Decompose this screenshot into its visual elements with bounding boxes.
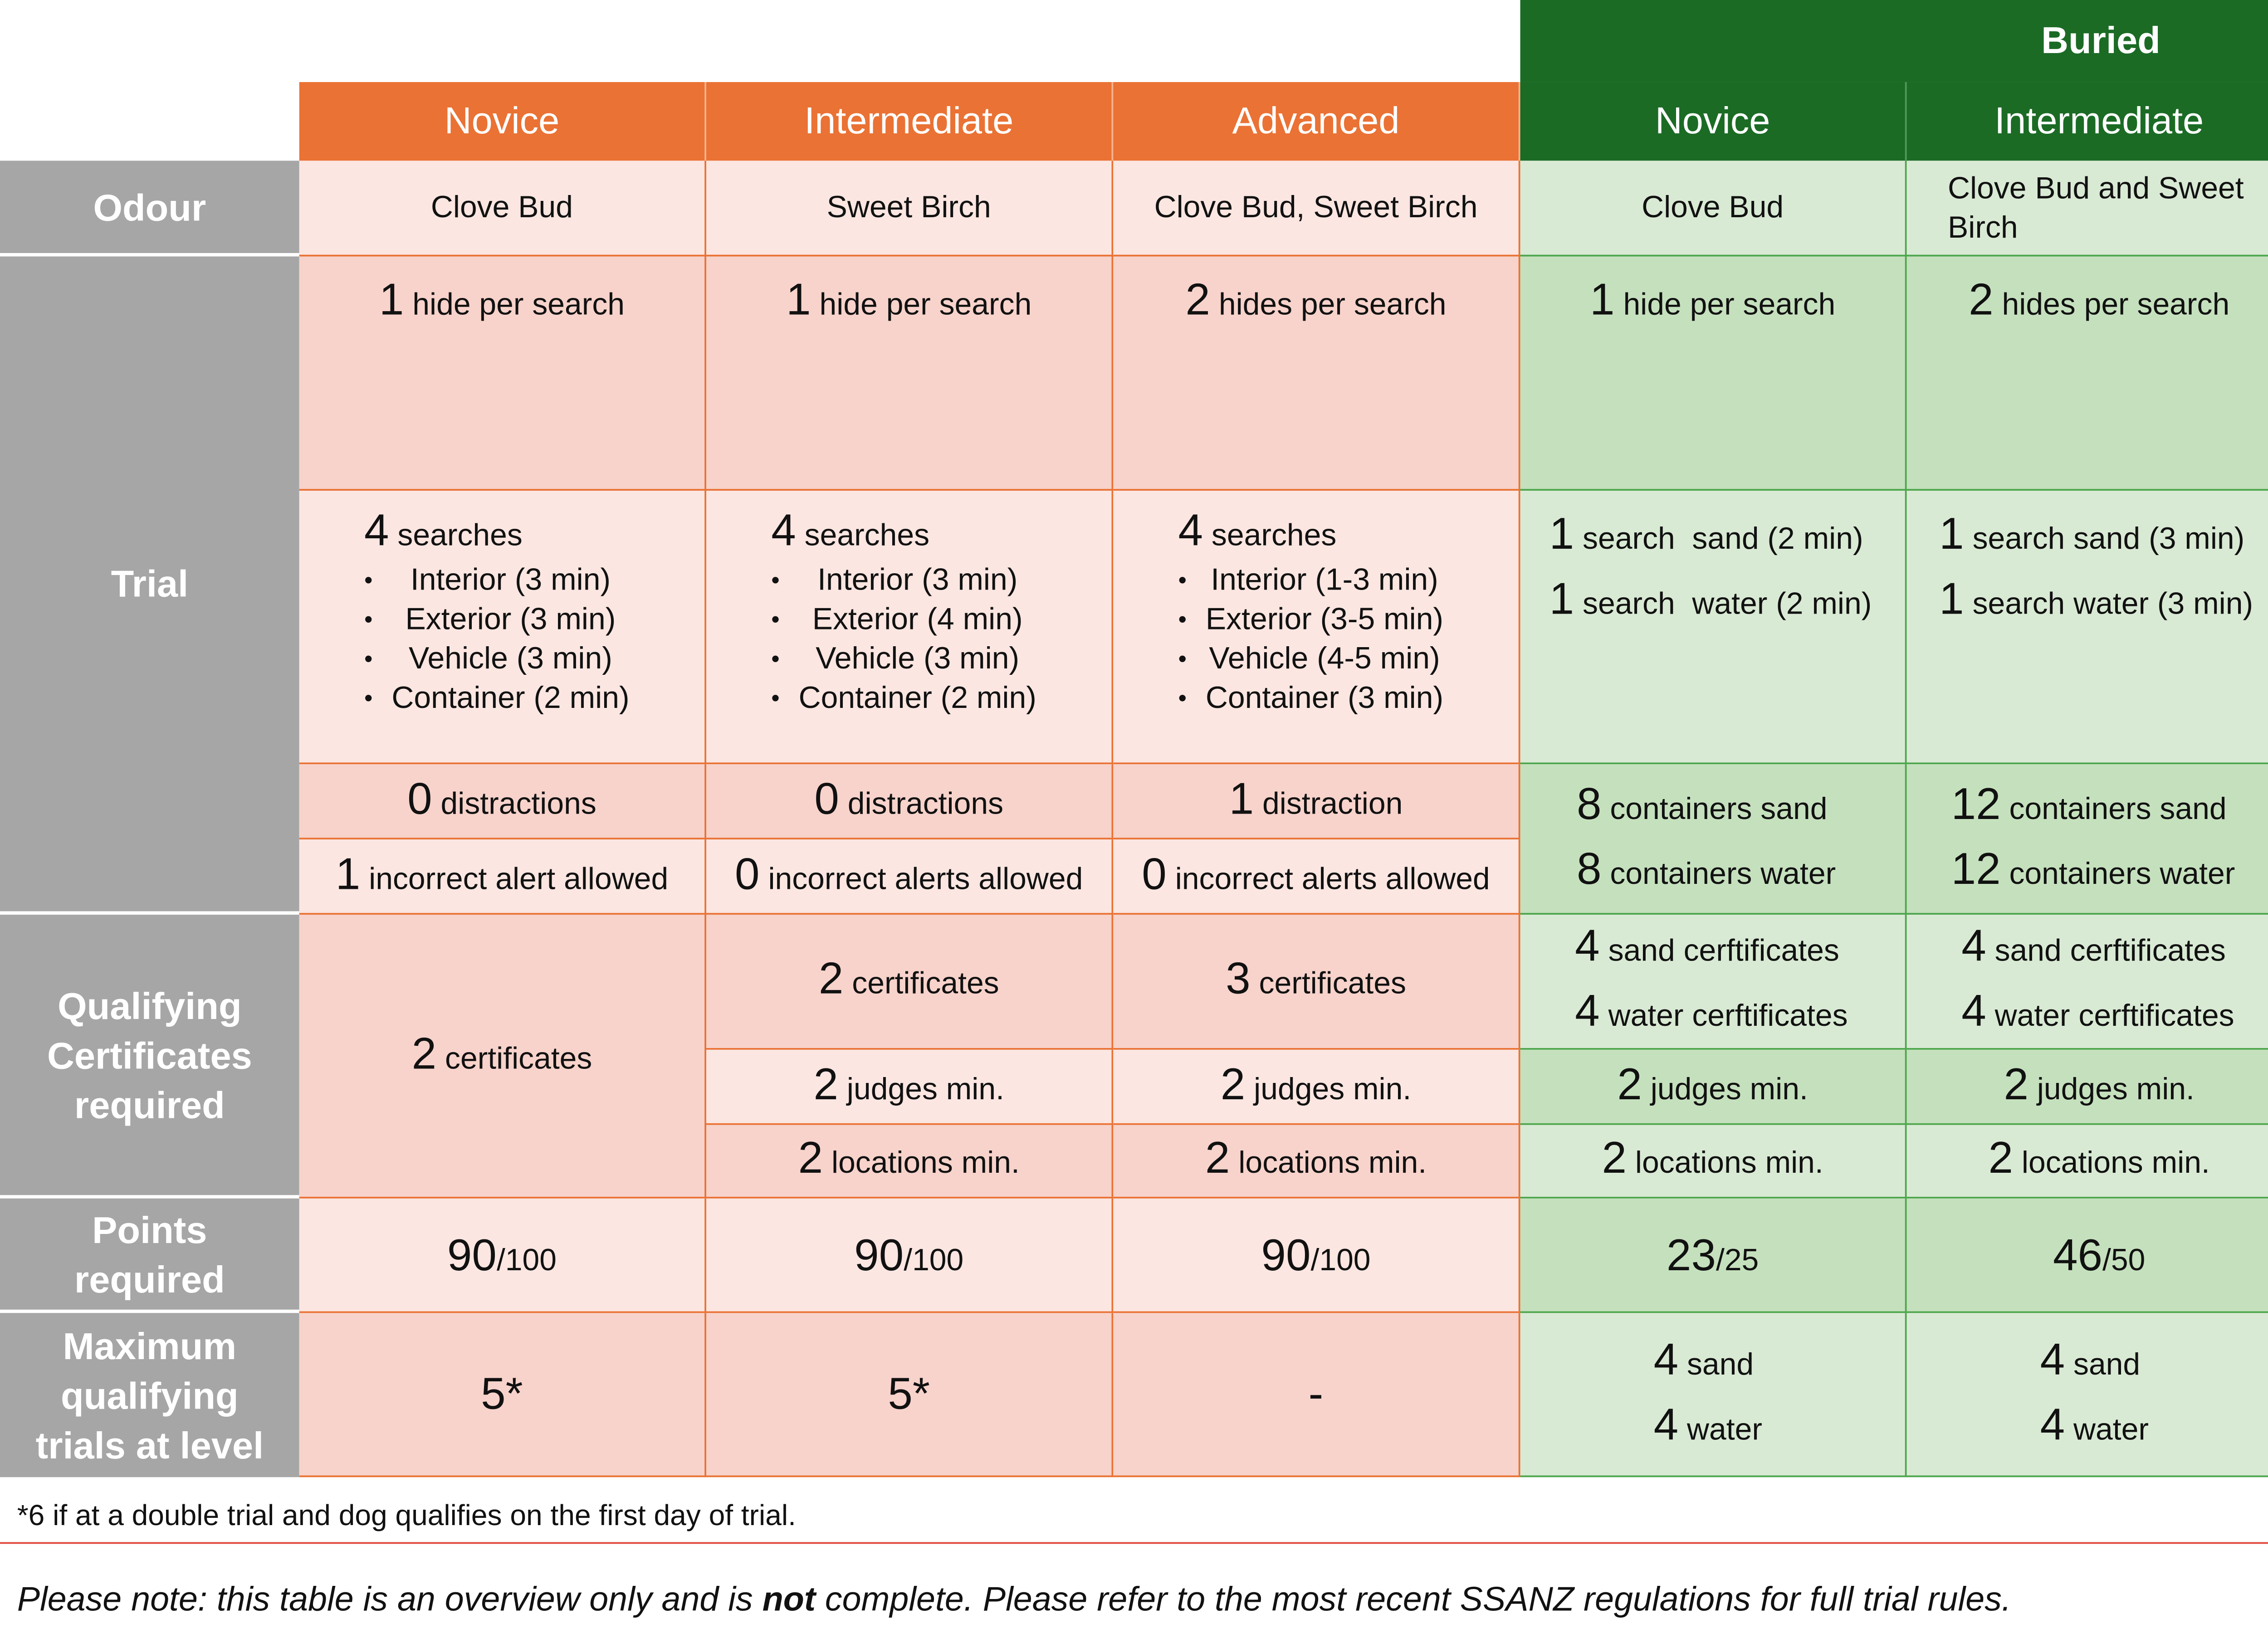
column-header-advanced: Advanced: [1113, 82, 1520, 161]
containers-cell: 8 containers sand 8 containers water: [1520, 764, 1907, 915]
list-item: • Vehicle (4-5 min): [1206, 639, 1443, 679]
row-label-maximum: Maximum qualifying trials at level: [0, 1313, 299, 1477]
searches-cell: 4 searches • Interior (3 min) • Exterior (4 min) • Vehicle (3 min) • Container (2 min): [706, 491, 1113, 764]
judges-cell: 2 judges min.: [1113, 1050, 1520, 1125]
list-item: • Exterior (4 min): [799, 600, 1036, 639]
searches-cell: 4 searches • Interior (3 min) • Exterior (3 min) • Vehicle (3 min) • Container (2 min): [299, 491, 706, 764]
odour-cell: Clove Bud: [299, 161, 706, 256]
judges-cell: 2 judges min.: [1520, 1050, 1907, 1125]
distractions-cell: 0 distractions: [706, 764, 1113, 839]
locations-cell: 2 locations min.: [1907, 1125, 2268, 1199]
list-item: • Exterior (3 min): [391, 600, 629, 639]
hides-cell: 2 hides per search: [1907, 257, 2268, 491]
column-header-buried-intermediate: Intermediate: [1907, 82, 2268, 161]
odour-cell: Clove Bud, Sweet Birch: [1113, 161, 1520, 256]
distractions-cell: 1 distraction: [1113, 764, 1520, 839]
list-item: • Container (2 min): [391, 679, 629, 718]
list-item: • Container (3 min): [1206, 679, 1443, 718]
odour-cell: Sweet Birch: [706, 161, 1113, 256]
maximum-cell: 4 sand 4 water: [1520, 1313, 1907, 1477]
search-type-list: [1178, 561, 1444, 718]
list-item: • Container (2 min): [799, 679, 1036, 718]
certificates-cell: 2 certificates: [706, 915, 1113, 1050]
hides-cell: 1 hide per search: [706, 257, 1113, 491]
maximum-cell: 4 sand 4 water: [1907, 1313, 2268, 1477]
incorrect-alerts-cell: 0 incorrect alerts allowed: [706, 839, 1113, 915]
judges-cell: 2 judges min.: [1907, 1050, 2268, 1125]
buried-searches-cell: 1 search sand (2 min) 1 search water (2 min): [1520, 491, 1907, 764]
maximum-cell: 5*: [706, 1313, 1113, 1477]
incorrect-alerts-cell: 1 incorrect alert allowed: [299, 839, 706, 915]
points-cell: 46/50: [1907, 1199, 2268, 1313]
list-item: • Vehicle (3 min): [391, 639, 629, 679]
list-item: • Interior (1-3 min): [1206, 561, 1443, 600]
points-cell: 90/100: [706, 1199, 1113, 1313]
column-header-intermediate: Intermediate: [706, 82, 1113, 161]
list-item: • Interior (3 min): [799, 561, 1036, 600]
containers-cell: 12 containers sand 12 containers water: [1907, 764, 2268, 915]
list-item: • Exterior (3-5 min): [1206, 600, 1443, 639]
search-type-list: [771, 561, 1036, 718]
buried-searches-cell: 1 search sand (3 min) 1 search water (3 min): [1907, 491, 2268, 764]
maximum-cell: 5*: [299, 1313, 706, 1477]
maximum-cell: -: [1113, 1313, 1520, 1477]
divider: [0, 1542, 2268, 1544]
hides-cell: 1 hide per search: [299, 257, 706, 491]
disclaimer-note: Please note: this table is an overview only and is not complete. Please refer to the most recent SSANZ regulations for full trial rules.: [17, 1581, 2011, 1619]
locations-cell: 2 locations min.: [706, 1125, 1113, 1199]
distractions-cell: 0 distractions: [299, 764, 706, 839]
row-label-qualifying: Qualifying Certificates required: [0, 915, 299, 1199]
row-label-odour: Odour: [0, 161, 299, 256]
points-cell: 23/25: [1520, 1199, 1907, 1313]
searches-cell: 4 searches • Interior (1-3 min) • Exterior (3-5 min) • Vehicle (4-5 min) • Container (3 min): [1113, 491, 1520, 764]
certificates-cell: 4 sand cerftificates 4 water cerftificates: [1520, 915, 1907, 1050]
certificates-cell: 4 sand cerftificates 4 water cerftificates: [1907, 915, 2268, 1050]
incorrect-alerts-cell: 0 incorrect alerts allowed: [1113, 839, 1520, 915]
list-item: • Interior (3 min): [391, 561, 629, 600]
hides-cell: 2 hides per search: [1113, 257, 1520, 491]
row-label-trial: Trial: [0, 257, 299, 915]
locations-cell: 2 locations min.: [1113, 1125, 1520, 1199]
row-label-points: Points required: [0, 1199, 299, 1313]
points-cell: 90/100: [299, 1199, 706, 1313]
odour-cell: Clove Bud and Sweet Birch: [1907, 161, 2268, 256]
search-type-list: [364, 561, 630, 718]
certificates-cell: 2 certificates: [299, 915, 706, 1199]
points-cell: 90/100: [1113, 1199, 1520, 1313]
column-header-buried-novice: Novice: [1520, 82, 1907, 161]
column-header-novice: Novice: [299, 82, 706, 161]
list-item: • Vehicle (3 min): [799, 639, 1036, 679]
footnote: *6 if at a double trial and dog qualifies on the first day of trial.: [17, 1499, 796, 1532]
odour-cell: Clove Bud: [1520, 161, 1907, 256]
buried-group-header: Buried: [1520, 0, 2268, 82]
locations-cell: 2 locations min.: [1520, 1125, 1907, 1199]
certificates-cell: 3 certificates: [1113, 915, 1520, 1050]
judges-cell: 2 judges min.: [706, 1050, 1113, 1125]
hides-cell: 1 hide per search: [1520, 257, 1907, 491]
